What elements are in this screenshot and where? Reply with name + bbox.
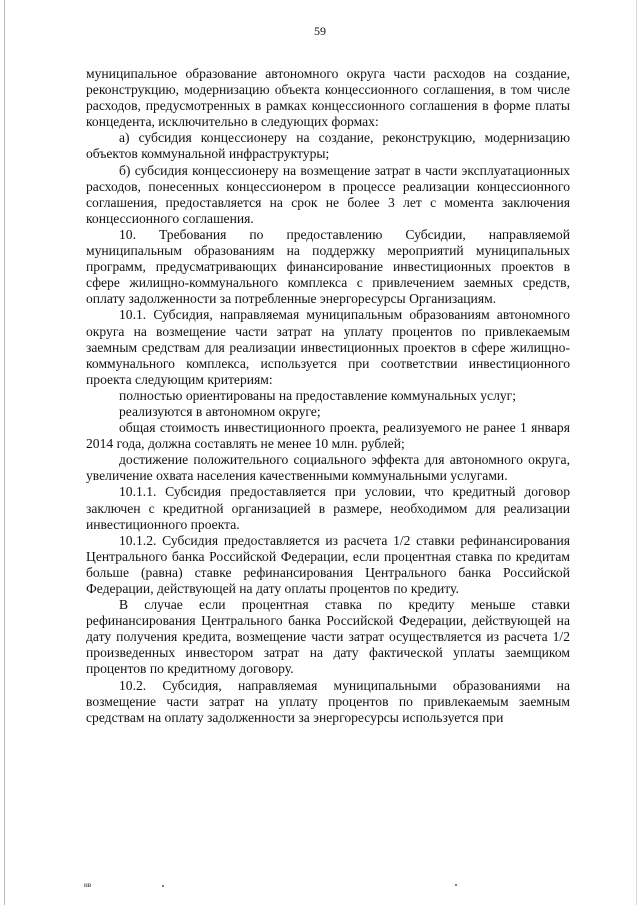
paragraph-continuation: муниципальное образование автономного округа части расходов на создание, реконструкцию, модернизацию объекта концессионного соглашения, в том числе расходов, предусмотренных в рамках концессионного соглашения в форме платы концедента, исключительно в следующих формах:	[86, 66, 570, 130]
paragraph-10-1-2: 10.1.2. Субсидия предоставляется из расчета 1/2 ставки рефинансирования Центрального банка Российской Федерации, если процентная ставка по кредитам больше (равна) ставке рефинансирования Центрального банка Российской Федерации, действующей на дату оплаты процентов по кредиту.	[86, 532, 570, 596]
scan-speck	[455, 884, 457, 886]
criterion-1: полностью ориентированы на предоставление коммунальных услуг;	[119, 387, 517, 403]
criterion-3: общая стоимость инвестиционного проекта, реализуемого не ранее 1 января 2014 года, должна составлять не менее 10 млн. рублей;	[86, 420, 570, 452]
paragraph-10-1: 10.1. Субсидия, направляемая муниципальным образованиям автономного округа на возмещение части затрат на уплату процентов по привлекаемым заемным средствам для реализации инвестиционных проектов в сфере жилищно-коммунального комплекса, используется при соответствии инвестиционного проекта следующим критериям:	[86, 307, 570, 387]
paragraph-item-b: б) субсидия концессионеру на возмещение затрат в части эксплуатационных расходов, понесенных концессионером в процессе реализации концессионного соглашения, предоставляется на срок не более 3 лет с момента заключения концессионного соглашения.	[86, 162, 570, 226]
paragraph-10-1-1: 10.1.1. Субсидия предоставляется при условии, что кредитный договор заключен с кредитной организацией в размере, необходимом для реализации инвестиционного проекта.	[86, 484, 570, 532]
scan-edge-right	[636, 0, 637, 905]
paragraph-10-2: 10.2. Субсидия, направляемая муниципальными образованиями на возмещение части затрат на уплату процентов по привлекаемым заемным средствам на оплату задолженности за энергоресурсы используется при	[86, 677, 570, 725]
scan-edge-left	[4, 0, 5, 905]
scan-speck	[162, 885, 164, 887]
criterion-2: реализуются в автономном округе;	[119, 403, 321, 419]
criterion-4: достижение положительного социального эффекта для автономного округа, увеличение охвата населения качественными коммунальными услугами.	[86, 452, 570, 484]
paragraph-lower-rate: В случае если процентная ставка по кредиту меньше ставки рефинансирования Центрального банка Российской Федерации, действующей на дату получения кредита, возмещение части затрат осуществляется из расчета 1/2 произведенных инвестором затрат на дату фактической уплаты заемщиком процентов по кредитному договору.	[86, 597, 570, 677]
paragraph-10: 10. Требования по предоставлению Субсидии, направляемой муниципальным образованиям на поддержку мероприятий муниципальных программ, предусматривающих финансирование инвестиционных проектов в сфере жилищно-коммунального комплекса с привлечением заемных средств, оплату задолженности за потребленные энергоресурсы Организациям.	[86, 226, 570, 307]
page-number: 59	[314, 24, 326, 38]
footer-initials: нв	[84, 881, 92, 889]
document-body	[86, 66, 570, 726]
paragraph-item-a: а) субсидия концессионеру на создание, реконструкцию, модернизацию объектов коммунальной инфраструктуры;	[86, 130, 570, 162]
